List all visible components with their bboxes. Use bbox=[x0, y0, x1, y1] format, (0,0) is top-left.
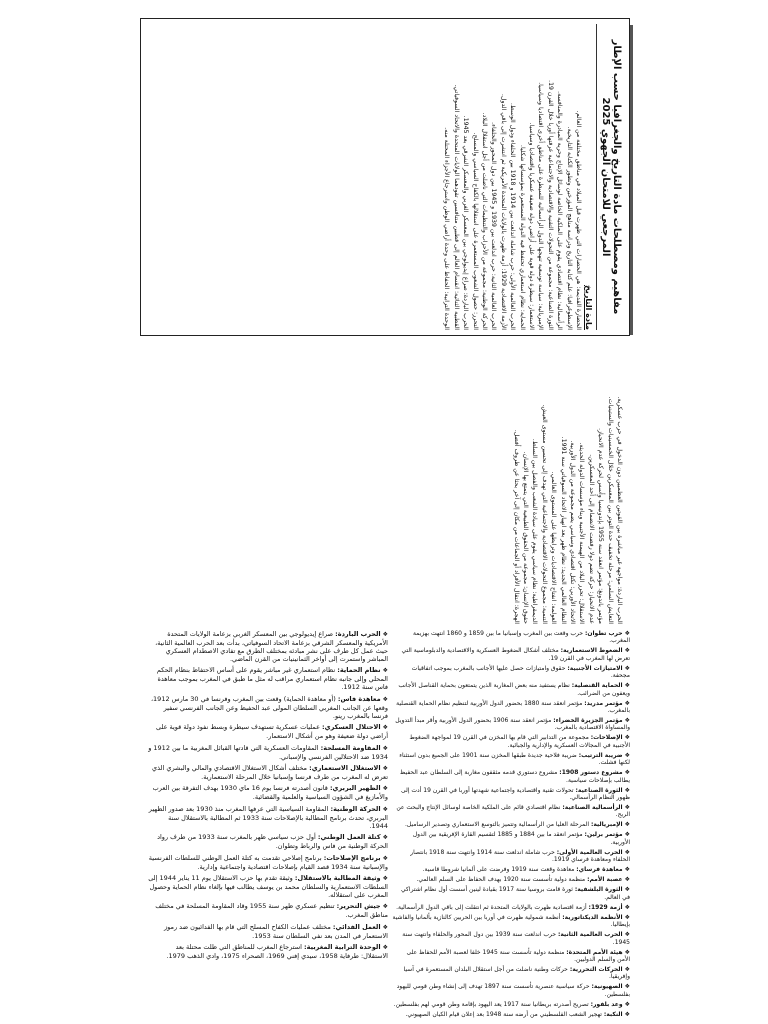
bullet-icon: ❖ bbox=[624, 734, 630, 742]
bullet-icon: ❖ bbox=[624, 664, 630, 672]
bullet-icon: ❖ bbox=[624, 886, 630, 894]
definition-term: كتلة العمل الوطني: bbox=[317, 833, 381, 842]
definition-item bbox=[392, 682, 630, 697]
definition-item bbox=[148, 764, 388, 781]
bullet-icon: ❖ bbox=[382, 695, 388, 703]
definition-term: النكبة: bbox=[603, 1010, 623, 1018]
definition-term: عصبة الأمم: bbox=[587, 876, 623, 884]
definition-term: برنامج الإصلاحات: bbox=[323, 853, 381, 862]
definition-term: العمل الفدائي: bbox=[332, 922, 381, 931]
definition-text: مؤتمر انعقد ما بين 1884 و 1885 لتقسيم القارة الإفريقية بين الدول الأوربية. bbox=[412, 831, 630, 846]
definition-term: الظهير البربري: bbox=[329, 784, 381, 793]
definition-term: الأنظمة الديكتاتورية: bbox=[562, 913, 623, 921]
bullet-icon: ❖ bbox=[382, 805, 388, 813]
definition-term: مؤتمر برلين: bbox=[584, 831, 623, 839]
definition-item bbox=[148, 695, 388, 720]
text-line: الإمبريالية: سياسة توسعية تنهجها الدول الرأسمالية للسيطرة على مناطق أخرى اقتصاديا وسياسيا. bbox=[537, 82, 545, 330]
definition-item bbox=[148, 744, 388, 761]
definition-item bbox=[148, 784, 388, 801]
definition-text: معاهدة وقعت سنة 1919 وفرضت على ألمانيا شروطا قاسية. bbox=[422, 866, 575, 874]
definition-item bbox=[148, 923, 388, 940]
text-line: عدم الانحياز: حركة تضم دولا رفضت الانضمام إلى أحد المعسكرين. bbox=[587, 454, 595, 624]
definition-text: استرجاع المغرب للمناطق التي ظلت محتلة بعد الاستقلال: طرفاية 1958، سيدي إفني 1969، الصحراء 1975، وادي الذهب 1979. bbox=[166, 943, 388, 961]
definition-text: حرب اندلعت سنة 1939 بين دول المحور والحلفاء وانتهت سنة 1945. bbox=[402, 931, 630, 946]
bullet-icon: ❖ bbox=[624, 831, 630, 839]
definition-text: برنامج إصلاحي تقدمت به كتلة العمل الوطني للسلطات الفرنسية والإسبانية سنة 1934 قصد القيام بإصلاحات اقتصادية واجتماعية وإدارية. bbox=[148, 853, 388, 871]
bullet-icon: ❖ bbox=[624, 866, 630, 874]
definition-item bbox=[392, 630, 630, 645]
definition-text: أزمة اقتصادية ظهرت بالولايات المتحدة ثم انتقلت إلى باقي الدول الرأسمالية. bbox=[396, 903, 587, 911]
bullet-icon: ❖ bbox=[624, 786, 630, 794]
text-line: الحرب العالمية الأولى: حرب شاملة اندلعت بين 1914 و 1918 بين الحلفاء ودول الوسط. bbox=[509, 102, 517, 330]
definition-text: المقاومة السياسية التي عرفها المغرب منذ 1930 بعد صدور الظهير البربري، تحدث برنامج المطالبة بالإصلاحات سنة 1933 ثم المطالبة بالاستقلال سنة 1944. bbox=[148, 804, 388, 830]
text-line: الحرب الباردة: مواجهة غير مباشرة بين القوتين العظميين دون الدخول في حرب عسكرية. bbox=[616, 396, 623, 624]
text-line: الحرب الباردة: صراع إيديولوجي بين المعسكر الغربي والمعسكر الشرقي بعد 1945. bbox=[462, 115, 470, 330]
bullet-icon: ❖ bbox=[624, 804, 630, 812]
definition-item bbox=[392, 752, 630, 767]
definition-text: مؤتمر انعقد سنة 1906 بحضور الدول الأوربية وأقر مبدأ التدويل والمساواة الاقتصادية بالمغرب. bbox=[395, 717, 630, 732]
section-heading-history: مادة التاريخ bbox=[584, 285, 593, 330]
definition-text: منظمة دولية تأسست سنة 1945 خلفا لعصبة الأمم للحفاظ على الأمن والسلم الدوليين. bbox=[406, 948, 630, 963]
definition-term: مؤتمر الجزيرة الخضراء: bbox=[553, 717, 623, 725]
bullet-icon: ❖ bbox=[624, 1010, 630, 1018]
definition-item bbox=[392, 700, 630, 715]
definition-text: ثورة قامت بروسيا سنة 1917 بقيادة لينين أسست أول نظام اشتراكي في العالم. bbox=[401, 886, 630, 901]
definition-text: مختلف أشكال الاستغلال الاقتصادي والمالي والبشري الذي تعرض له المغرب من طرف فرنسا وإسبانيا خلال المرحلة الاستعمارية. bbox=[152, 763, 388, 781]
middle-page-lines bbox=[512, 338, 623, 624]
definition-term: وثيقة المطالبة بالاستقلال: bbox=[294, 873, 381, 882]
definition-item bbox=[392, 904, 630, 911]
definition-item bbox=[392, 787, 630, 802]
definition-text: وثيقة تقدم بها حزب الاستقلال يوم 11 يناير 1944 إلى السلطات الاستعمارية والسلطان محمد بن يوسف يطالب فيها بإلغاء نظام الحماية وحصول المغرب على استقلاله. bbox=[148, 873, 388, 899]
definition-text: (أو معاهدة الحماية) وقعت بين المغرب وفرنسا في 30 مارس 1912، وقعها عن الجانب المغربي السلطان المولى عبد الحفيظ وعن الجانب الفرنسي سفير فرنسا بالمغرب رينو. bbox=[150, 694, 388, 720]
bullet-icon: ❖ bbox=[382, 724, 388, 732]
definition-item bbox=[392, 886, 630, 901]
definition-item bbox=[392, 821, 630, 828]
definition-term: الوحدة الترابية المغربية: bbox=[304, 943, 381, 952]
definition-term: الاستغلال الاستعماري: bbox=[309, 763, 381, 772]
bullet-icon: ❖ bbox=[624, 931, 630, 939]
bullet-icon: ❖ bbox=[624, 717, 630, 725]
bullet-icon: ❖ bbox=[624, 647, 630, 655]
text-line: النظام العالمي الجديد: نظام ظهر بعد انهيار الاتحاد السوفياتي سنة 1991. bbox=[559, 436, 567, 624]
definition-term: جيش التحرير: bbox=[336, 902, 381, 911]
definition-term: الثورة الصناعية: bbox=[575, 786, 623, 794]
definition-text: حرب شاملة اندلعت سنة 1914 وانتهت سنة 1918 بانتصار الحلفاء ومعاهدة فرساي 1919. bbox=[410, 848, 630, 864]
definition-term: المقاومة المسلحة: bbox=[320, 743, 381, 752]
definition-term: الإمبريالية: bbox=[590, 821, 623, 829]
bullet-icon: ❖ bbox=[624, 751, 630, 759]
bullet-icon: ❖ bbox=[382, 834, 388, 842]
bullet-icon: ❖ bbox=[624, 1000, 630, 1008]
definition-term: معاهدة فاس: bbox=[337, 694, 381, 703]
definition-text: مشروع دستوري قدمه مثقفون مغاربة إلى السلطان عبد الحفيظ يطالب بإصلاحات سياسية. bbox=[399, 769, 630, 784]
definition-text: حقوق وامتيازات حصل عليها الأجانب بالمغرب بموجب اتفاقيات مجحفة. bbox=[411, 664, 630, 680]
definition-text: مؤتمر انعقد سنة 1880 بحضور الدول الأوربية لتنظيم نظام الحماية القنصلية بالمغرب. bbox=[396, 699, 630, 715]
bottom-right-column bbox=[392, 630, 630, 1020]
text-line: التنمية: مجموع التحولات الاقتصادية والاجتماعية التي تهدف إلى تحسين مستوى العيش. bbox=[540, 404, 548, 624]
bullet-icon: ❖ bbox=[624, 848, 630, 856]
definition-item bbox=[392, 949, 630, 964]
top-page-content bbox=[146, 24, 624, 330]
top-document-page bbox=[140, 18, 630, 336]
definition-term: وعد بلفور: bbox=[590, 1000, 623, 1008]
bullet-icon: ❖ bbox=[382, 874, 388, 882]
definition-text: صراع إيديولوجي بين المعسكر الغربي بزعامة الولايات المتحدة الأمريكية والمعسكر الشرقي بزعامة الاتحاد السوفياتي، بدأت بعد الحرب العالمية الثانية، حيث عمل كل طرف على نشر مبادئه بمختلف الطرق مع تفادي الاصطدام العسكري المباشر واستمرت إلى أواخر الثمانينيات من القرن الماضي. bbox=[155, 630, 388, 663]
definition-item bbox=[392, 831, 630, 846]
definition-term: مشروع دستور 1908: bbox=[559, 769, 623, 777]
definition-item bbox=[392, 914, 630, 929]
bullet-icon: ❖ bbox=[382, 631, 388, 638]
definition-text: نظام يستفيد منه بعض المغاربة الذين يتمتعون بحماية القناصل الأجانب ويعفون من الضرائب. bbox=[398, 682, 630, 697]
definition-term: ضريبة الترتيب: bbox=[578, 751, 623, 759]
bullet-icon: ❖ bbox=[624, 682, 630, 690]
definition-term: هيئة الأمم المتحدة: bbox=[566, 948, 623, 956]
definition-term: مؤتمر مدريد: bbox=[584, 699, 623, 707]
definition-term: الحرب العالمية الأولى: bbox=[556, 848, 623, 856]
definition-text: المقاومات العسكرية التي قادتها القبائل المغربية ما بين 1912 و 1934 ضد الاحتلالين الفرنسي والإسباني. bbox=[148, 743, 388, 761]
definition-text: المرحلة العليا من الرأسمالية وتتميز بالتوسع الاستعماري وتصدير الرساميل. bbox=[404, 821, 590, 829]
definition-term: الحرب الباردة: bbox=[335, 630, 381, 638]
bullet-icon: ❖ bbox=[382, 785, 388, 793]
definition-item bbox=[392, 866, 630, 873]
top-page-lines bbox=[443, 24, 582, 330]
page-title: مفاهيم ومصطلحات مادة التاريخ والجغرافيا حسب الإطار المرجعي للامتحان الجهوي 2025 bbox=[596, 24, 624, 330]
bullet-icon: ❖ bbox=[624, 630, 630, 637]
definition-item bbox=[148, 805, 388, 830]
text-line: الاستقلال: تحرر البلاد من الهيمنة الأجنبية وبناء مؤسسات الدولة الحديثة. bbox=[578, 442, 586, 624]
definition-term: الامتيازات الأجنبية: bbox=[567, 664, 623, 672]
definition-term: معاهدة فرساي: bbox=[576, 866, 623, 874]
definition-item bbox=[392, 647, 630, 662]
bullet-icon: ❖ bbox=[624, 821, 630, 829]
text-line: الأزمة الاقتصادية 1929: أزمة ظهرت بالولايات المتحدة الأمريكية ثم انتشرت إلى باقي الدول. bbox=[499, 94, 507, 330]
definition-item bbox=[392, 734, 630, 749]
definition-item bbox=[148, 943, 388, 960]
definition-item bbox=[392, 717, 630, 732]
definition-text: مجموعة من التدابير التي قام بها المخزن في القرن 19 لمواجهة الضغوط الأجنبية في المجالات العسكرية والإدارية والجبائية. bbox=[409, 734, 630, 749]
definition-text: تحولات تقنية واقتصادية واجتماعية شهدتها أوربا في القرن 19 أدت إلى ظهور النظام الرأسمالي. bbox=[400, 786, 630, 802]
text-line: الرأسمالية: نظام اقتصادي يقوم على الملكية الخاصة لوسائل الإنتاج وحرية المبادرة والمنافسة. bbox=[556, 91, 564, 330]
definition-item bbox=[148, 874, 388, 899]
bullet-icon: ❖ bbox=[624, 769, 630, 777]
definition-term: الحماية القنصلية: bbox=[571, 682, 623, 690]
definition-item bbox=[148, 666, 388, 691]
text-line: العولمة: انفتاح الاقتصاديات وترابطها على المستوى العالمي. bbox=[550, 471, 558, 624]
definition-item bbox=[392, 931, 630, 946]
definition-item bbox=[392, 876, 630, 883]
text-line: الحماية: نظام استعماري تحتفظ فيه الدولة المستعمرة بمؤسساتها شكليا. bbox=[518, 145, 526, 330]
middle-page-content bbox=[145, 338, 623, 624]
definition-text: تهجير الشعب الفلسطيني من أرضه سنة 1948 بعد إعلان قيام الكيان الصهيوني. bbox=[405, 1010, 602, 1018]
text-line: الحرب العالمية الثانية: حرب اندلعت بين 1939 و 1945 بين دول المحور والحلفاء. bbox=[490, 122, 498, 330]
definition-item bbox=[392, 769, 630, 784]
bullet-icon: ❖ bbox=[382, 854, 388, 862]
definition-term: نظام الحماية: bbox=[337, 666, 381, 675]
bullet-icon: ❖ bbox=[624, 903, 630, 911]
middle-document-page bbox=[140, 336, 628, 626]
bullet-icon: ❖ bbox=[624, 913, 630, 921]
text-line: الحركة الوطنية: مجموعة من الأحزاب والتنظيمات التي ناضلت من أجل استقلال البلاد. bbox=[480, 112, 488, 330]
definition-term: الرأسمالية الصناعية: bbox=[562, 804, 623, 812]
page-shadow bbox=[630, 25, 633, 335]
definition-text: مختلف عمليات الكفاح المسلح التي قام بها الفدائيون ضد رموز الاستعمار في المدن بعد نفي السلطان سنة 1953. bbox=[164, 922, 388, 940]
text-line: الديمقراطية: نظام سياسي يقوم على سيادة الشعب والفصل بين السلط. bbox=[531, 438, 539, 624]
bullet-icon: ❖ bbox=[382, 903, 388, 911]
definition-item bbox=[392, 1011, 630, 1018]
definition-item bbox=[392, 1001, 630, 1008]
definition-term: الحركات التحررية: bbox=[569, 965, 623, 973]
text-line: الثورة الصناعية: مجموعة من التحولات التقنية والاقتصادية والاجتماعية عرفتها أوربا خلال القرن 19. bbox=[546, 80, 554, 330]
definition-term: الحركة الوطنية: bbox=[330, 804, 381, 813]
bullet-icon: ❖ bbox=[382, 764, 388, 772]
definition-item bbox=[148, 630, 388, 663]
definition-term: الثورة البلشفية: bbox=[574, 886, 623, 894]
definition-term: الصهيونية: bbox=[591, 983, 623, 991]
definition-text: حركة سياسية عنصرية تأسست سنة 1897 تهدف إلى إنشاء وطن قومي لليهود بفلسطين. bbox=[396, 983, 630, 998]
definition-text: قانون أصدرته فرنسا يوم 16 ماي 1930 بهدف التفرقة بين العرب والأمازيغ في الشؤون السياسية والعلمية والقضائية. bbox=[152, 784, 388, 802]
text-line: التحرر: حصول الشعوب المستعمرة على استقلالها بالكفاح السياسي والمسلح. bbox=[471, 132, 479, 330]
definition-text: عمليات عسكرية تستهدف سيطرة وبسط نفوذ دولة قوية على أراضي دولة ضعيفة وهو من أشكال الاستعمار. bbox=[156, 723, 388, 741]
definition-item bbox=[392, 665, 630, 680]
definition-text: منظمة دولية تأسست سنة 1920 بهدف الحفاظ على السلم العالمي. bbox=[416, 876, 586, 884]
definition-text: تنظيم عسكري ظهر سنة 1955 وقاد المقاومة المسلحة في مختلف مناطق المغرب. bbox=[155, 902, 388, 920]
definition-term: الضغوط الاستعمارية: bbox=[560, 647, 623, 655]
text-line: الوحدة الترابية: الحفاظ على وحدة أراضي الوطن واسترجاع الأجزاء المحتلة منه. bbox=[443, 127, 451, 330]
definition-term: الحرب العالمية الثانية: bbox=[557, 931, 623, 939]
bullet-icon: ❖ bbox=[624, 983, 630, 991]
definition-item bbox=[392, 966, 630, 981]
definition-term: الاحتلال العسكري: bbox=[322, 723, 381, 732]
definition-term: الإصلاحات: bbox=[590, 734, 623, 742]
bullet-icon: ❖ bbox=[624, 965, 630, 973]
bullet-icon: ❖ bbox=[382, 944, 388, 952]
definition-item bbox=[148, 854, 388, 871]
bullet-icon: ❖ bbox=[382, 923, 388, 931]
text-line: الهجرة: انتقال الأفراد أو الجماعات من مكان إلى آخر بحثا عن ظروف أفضل. bbox=[512, 429, 520, 624]
definition-text: تصريح أصدرته بريطانيا سنة 1917 يعد اليهود بإقامة وطن قومي لهم بفلسطين. bbox=[393, 1000, 589, 1008]
text-line: حقوق الإنسان: مجموعة من الحقوق الطبيعية التي يتمتع بها الإنسان. bbox=[521, 451, 529, 624]
bullet-icon: ❖ bbox=[624, 699, 630, 707]
definition-text: نظام استعماري غير مباشر يقوم على أساس الاحتفاظ بنظام الحكم المحلي وإلى جانبه نظام استعماري مراقب له مثل ما طبق في المغرب بموجب معاهدة فاس سنة 1912. bbox=[156, 666, 388, 692]
definition-item bbox=[392, 983, 630, 998]
definition-item bbox=[392, 804, 630, 819]
bullet-icon: ❖ bbox=[382, 744, 388, 752]
definition-text: حركات وطنية ناضلت من أجل استقلال البلدان المستعمرة في آسيا وإفريقيا. bbox=[403, 965, 630, 981]
bullet-icon: ❖ bbox=[382, 667, 388, 675]
text-line: الاستعمار: سيطرة دولة قوية على أراضي دولة ضعيفة عسكريا واقتصاديا وسياسيا. bbox=[527, 122, 535, 330]
bottom-left-column bbox=[148, 630, 388, 1010]
bullet-icon: ❖ bbox=[624, 948, 630, 956]
definition-item bbox=[148, 902, 388, 919]
text-line: الإسطوغرافيا: علم كتابة التاريخ ودراسة مناهج المؤرخين وتطور الكتابة التاريخية. bbox=[565, 126, 573, 330]
definition-item bbox=[392, 849, 630, 864]
definition-text: مختلف أشكال الضغوط العسكرية والاقتصادية والدبلوماسية التي تعرض لها المغرب في القرن 19. bbox=[401, 647, 630, 662]
definition-term: حرب تطوان: bbox=[584, 630, 623, 637]
bullet-icon: ❖ bbox=[624, 876, 630, 884]
definition-item bbox=[148, 723, 388, 740]
definition-text: ضريبة فلاحية جديدة طبقها المخزن سنة 1901 على الجميع بدون استثناء لكنها فشلت. bbox=[399, 751, 630, 767]
definition-text: أول حزب سياسي ظهر بالمغرب سنة 1933 من طرف رواد الحركة الوطنية من فاس والرباط وتطوان. bbox=[157, 833, 388, 851]
text-line: مؤتمر باندونغ: مؤتمر انعقد سنة 1955 بإندونيسيا وأسس لحركة عدم الانحياز. bbox=[597, 428, 605, 624]
text-line: الاتحاد الأوربي: تكتل اقتصادي وسياسي يضم مجموعة من الدول الأوربية. bbox=[568, 440, 576, 624]
definition-item bbox=[148, 833, 388, 850]
text-line: القطبية الثنائية: انقسام العالم إلى قطبين متنافسين تقودهما الولايات المتحدة والاتحاد السوفياتي. bbox=[452, 84, 460, 330]
definition-text: نظام اقتصادي قائم على الملكية الخاصة لوسائل الإنتاج والبحث عن الربح. bbox=[396, 804, 630, 819]
text-line: الحضارة القديمة: هي الحضارات التي ظهرت قبل الميلاد في مناطق مختلفة من العالم. bbox=[575, 110, 582, 330]
text-line: التعايش السلمي: مرحلة تخفيف حدة التوتر بين المعسكرين خلال الخمسينيات والستينيات. bbox=[606, 396, 614, 624]
definition-text: حرب وقعت بين المغرب وإسبانيا ما بين 1859 و 1860 انتهت بهزيمة المغرب. bbox=[412, 630, 630, 645]
definition-term: أزمة 1929: bbox=[588, 903, 623, 911]
definition-text: أنظمة شمولية ظهرت في أوربا بين الحربين كالنازية بألمانيا والفاشية بإيطاليا. bbox=[392, 913, 630, 929]
